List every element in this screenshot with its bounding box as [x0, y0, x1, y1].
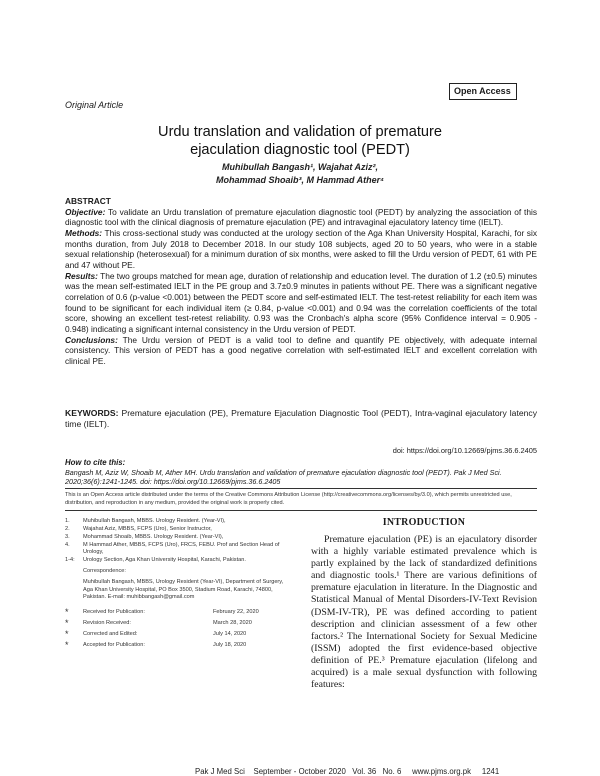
affiliation-item	[65, 557, 290, 564]
abstract-heading: ABSTRACT	[65, 196, 111, 206]
correspondence-label: Correspondence:	[83, 568, 126, 575]
affiliation-item	[65, 518, 290, 525]
date-value: July 18, 2020	[213, 642, 247, 649]
article-type: Original Article	[65, 100, 124, 110]
date-label: Revision Received:	[83, 620, 131, 627]
date-row	[65, 609, 290, 620]
keywords-label: KEYWORDS:	[65, 408, 119, 418]
affiliation-number: 3.	[65, 533, 70, 540]
date-label: Received for Publication:	[83, 609, 145, 616]
affiliation-list	[65, 518, 290, 564]
asterisk-icon: *	[65, 640, 69, 651]
affiliation-text: Wajahat Aziz, MBBS, FCPS (Uro), Senior Instructor,	[83, 525, 212, 532]
conclusions-text: The Urdu version of PEDT is a valid tool to define and quantify PE objectively, with adequate internal consistency. This version of PEDT has a good negative correlation with self-estimated IELT and excellent correlation with clinical PE.	[65, 334, 537, 366]
license-statement: This is an Open Access article distributed under the terms of the Creative Commons Attribution License (http://creativecommons.org/licenses/by/3.0), which permits unrestricted use, distribution, and reproduction in any medium, provided the original work is properly cited.	[65, 492, 512, 506]
abstract-section	[65, 196, 537, 367]
affiliation-text: Muhibullah Bangash, MBBS. Urology Resident. (Year-VI),	[83, 518, 226, 524]
title-line-1: Urdu translation and validation of premature	[158, 124, 442, 140]
conclusions-label: Conclusions:	[65, 334, 118, 345]
date-label: Accepted for Publication:	[83, 642, 145, 649]
affiliation-text: M Hammad Ather, MBBS, FCPS (Uro), FRCS, FEBU. Prof and Section Head of Urology,	[83, 541, 280, 555]
date-row	[65, 620, 290, 631]
article-title	[110, 123, 490, 159]
objective-label: Objective:	[65, 206, 106, 217]
authors-line-1: Muhibullah Bangash¹, Wajahat Aziz²,	[221, 162, 378, 172]
abstract-conclusions	[65, 335, 537, 367]
doi-link[interactable]: doi: https://doi.org/10.12669/pjms.36.6.2405	[392, 446, 537, 455]
methods-text: This cross-sectional study was conducted at the urology section of the Aga Khan University Hospital, Karachi, for six months duration, from July 2018 to December 2018. In our study 108 subjects, aged 20 to 50 years, who were in a stable sexual relationship (heterosexual) for a minimum duration of six months, were asked to fill the Urdu version of PEDT, 61 with PE and 47 without PE.	[65, 227, 537, 270]
date-value: July 14, 2020	[213, 631, 247, 638]
affiliation-number: 2.	[65, 525, 70, 532]
affiliation-item	[65, 542, 290, 557]
publication-dates	[65, 609, 290, 653]
affiliation-text: Urology Section, Aga Khan University Hospital, Karachi, Pakistan.	[83, 556, 246, 563]
date-label: Corrected and Edited:	[83, 631, 138, 638]
affiliation-item	[65, 534, 290, 541]
keywords-text: Premature ejaculation (PE), Premature Ejaculation Diagnostic Tool (PEDT), Intra-vaginal ejaculatory latency time (IELT).	[65, 408, 537, 429]
asterisk-icon: *	[65, 607, 69, 618]
introduction-text: Premature ejaculation (PE) is an ejaculatory disorder with a highly variable estimated prevalence which is partly explained by the lack of standardized definitions and diagnostic tools.¹ There are various definitions of premature ejaculation in literature. In the Diagnostic and Statistical Manual of Mental Disorders-IV-Text Revision (DSM-IV-TR), PE was defined according to patient description and clinician assessment of a few other factors.² The International Society for Sexual Medicine (ISSM) adopted the first evidence-based objective definition of PE.³ Premature ejaculation (lifelong and acquired) is a male sexual dysfunction with following features:	[311, 534, 537, 691]
asterisk-icon: *	[65, 629, 69, 640]
author-list	[130, 161, 470, 187]
author-info-column	[65, 518, 290, 653]
date-row	[65, 642, 290, 653]
results-text: The two groups matched for mean age, duration of relationship and education level. The duration of 1.2 (±0.5) minutes was the mean self-estimated IELT in the PE group and 3.7±0.9 minutes in patients without PE. There was a significant negative correlation of 0.6 (p-value <0.001) between the PEDT score and self-estimated IELT. The test-retest reliability for each item was found to be significant for each individual item (≥ 0.84, p-value <0.001) and 0.94 was the correlation coefficients of the total score, showing an excellent test-retest reliability. 0.93 was the Cronbach's alpha score (95% Confidence interval = 0.905 - 0.948) indicating a significant internal consistency in the Urdu version of PEDT.	[65, 270, 537, 334]
affiliation-number: 1-4:	[65, 556, 75, 563]
abstract-results	[65, 271, 537, 335]
results-label: Results:	[65, 270, 98, 281]
abstract-objective	[65, 207, 537, 228]
how-to-cite-label: How to cite this:	[65, 458, 126, 467]
how-to-cite	[65, 458, 537, 487]
objective-text: To validate an Urdu translation of premature ejaculation diagnostic tool (PEDT) by analyzing the association of this diagnostic tool with the clinical diagnosis of premature ejaculation (PE) and intravaginal ejaculatory latency time (IELT).	[65, 206, 537, 228]
affiliation-text: Mohammad Shoaib, MBBS. Urology Resident. (Year-VI),	[83, 533, 224, 540]
correspondence-text: Muhibullah Bangash, MBBS, Urology Resident (Year-VI), Department of Surgery, Aga Khan University Hospital, PO Box 3500, Stadium Road, Karachi, 74800, Pakistan. E-mail: muhibbangash@gmail.com	[83, 579, 284, 601]
date-value: March 28, 2020	[213, 620, 252, 627]
abstract-methods	[65, 228, 537, 271]
methods-label: Methods:	[65, 227, 103, 238]
affiliation-number: 4.	[65, 541, 70, 548]
authors-line-2: Mohammad Shoaib³, M Hammad Ather⁴	[215, 175, 385, 185]
affiliation-number: 1.	[65, 518, 70, 524]
introduction-heading: INTRODUCTION	[382, 517, 466, 528]
divider-top	[65, 488, 537, 489]
keywords	[65, 408, 537, 430]
asterisk-icon: *	[65, 618, 69, 629]
how-to-cite-text: Bangash M, Aziz W, Shoaib M, Ather MH. Urdu translation and validation of premature ejaculation diagnostic tool (PEDT). Pak J Med Sci. 2020;36(6):1241-1245. doi: https://doi.org/10.12669/pjms.36.6.2405	[65, 467, 502, 486]
date-value: February 22, 2020	[213, 609, 259, 616]
date-row	[65, 631, 290, 642]
page-footer: Pak J Med Sci September - October 2020 Vol. 36 No. 6 www.pjms.org.pk 1241	[195, 767, 500, 776]
open-access-badge: Open Access	[449, 83, 517, 100]
affiliation-item	[65, 526, 290, 533]
title-line-2: ejaculation diagnostic tool (PEDT)	[190, 142, 410, 158]
divider-bottom	[65, 510, 537, 511]
